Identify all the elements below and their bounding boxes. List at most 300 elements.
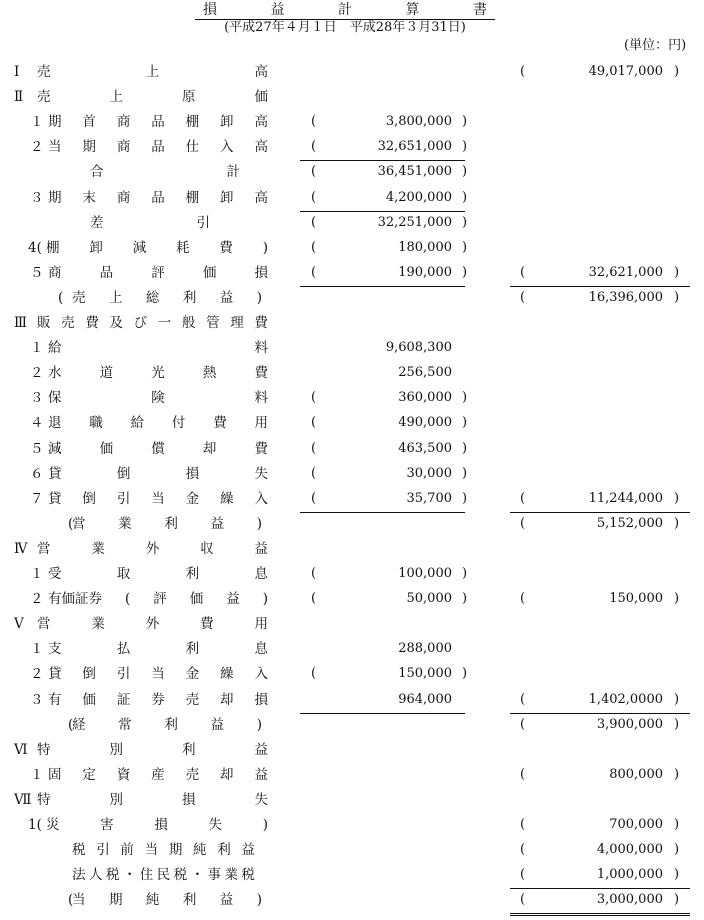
label-char: 差 xyxy=(90,214,104,231)
label-char: 期 xyxy=(82,139,96,156)
col2-amount: 5,152,000 xyxy=(596,515,663,531)
statement-row xyxy=(0,213,704,233)
section-rule xyxy=(510,286,690,287)
row-number: ６ xyxy=(30,465,44,482)
label-char: 金 xyxy=(185,490,200,507)
label-char: 費 xyxy=(85,315,99,331)
label-char: 期 xyxy=(108,892,123,909)
label-char: 価 xyxy=(189,591,204,608)
label-char: ( xyxy=(124,591,131,608)
col2-close-paren: ) xyxy=(674,490,680,506)
label-char: 償 xyxy=(151,440,165,457)
label-char: 売 xyxy=(72,289,86,306)
row-number: Ⅳ xyxy=(14,540,28,557)
label-char: 営 xyxy=(72,515,86,532)
col2-open-paren: ( xyxy=(520,289,526,305)
col1-amount: 35,700 xyxy=(406,490,452,506)
label-char: 業 xyxy=(224,867,238,884)
statement-row xyxy=(0,589,704,609)
row-number: Ⅲ xyxy=(14,315,28,331)
label-char: 原 xyxy=(182,89,196,106)
label-char: 人 xyxy=(88,867,103,884)
label-char: 棚 xyxy=(46,239,60,256)
row-number: Ⅴ xyxy=(14,616,24,633)
label-char: 却 xyxy=(202,440,217,457)
label-char: 期 xyxy=(48,114,62,131)
statement-row xyxy=(0,413,704,433)
label-char: 商 xyxy=(116,189,131,206)
label-char: 売 xyxy=(185,766,200,783)
row-label xyxy=(37,89,268,105)
statement-row xyxy=(0,715,704,735)
net-income-double-rule xyxy=(510,913,690,916)
label-char: 産 xyxy=(151,766,165,783)
row-label xyxy=(48,390,268,406)
label-char: 益 xyxy=(219,289,234,306)
label-char: 費 xyxy=(200,616,214,633)
col2-amount: 150,000 xyxy=(609,591,663,607)
label-char: 総 xyxy=(145,289,160,306)
row-label xyxy=(37,315,268,331)
row-number: ２ xyxy=(30,139,44,156)
title-char: 益 xyxy=(270,2,285,18)
label-char: 倒 xyxy=(82,490,96,507)
label-char: 費 xyxy=(254,315,268,331)
label-char: 及 xyxy=(109,315,123,331)
label-char: 業 xyxy=(91,540,105,557)
col1-close-paren: ) xyxy=(462,114,468,130)
label-char: 価 xyxy=(202,264,217,281)
label-char: 減 xyxy=(48,440,62,457)
label-char: 品 xyxy=(151,139,165,156)
label-char: 計 xyxy=(226,164,240,181)
col1-open-paren: ( xyxy=(311,214,317,230)
statement-row xyxy=(0,62,704,82)
row-label xyxy=(48,591,268,607)
col1-amount: 36,451,000 xyxy=(377,164,452,180)
label-char: 却 xyxy=(220,691,234,708)
label-char: 利 xyxy=(164,716,178,733)
col2-close-paren: ) xyxy=(674,892,680,908)
col2-close-paren: ) xyxy=(674,289,680,305)
col2-open-paren: ( xyxy=(520,264,526,280)
label-char: 収 xyxy=(200,540,214,557)
label-char: 売 xyxy=(37,64,51,80)
col2-amount: 3,900,000 xyxy=(596,716,663,732)
label-char: 職 xyxy=(89,415,103,432)
label-char: 高 xyxy=(254,139,268,156)
col2-open-paren: ( xyxy=(520,817,526,832)
label-char: 失 xyxy=(254,791,268,808)
label-char: 益 xyxy=(226,591,240,608)
col2-close-paren: ) xyxy=(674,591,680,607)
label-char: 当 xyxy=(48,139,62,156)
row-number: ３ xyxy=(30,189,44,206)
label-char: 別 xyxy=(109,741,123,758)
row-number: １ xyxy=(30,766,44,783)
col1-close-paren: ) xyxy=(462,666,468,682)
col2-amount: 16,396,000 xyxy=(588,289,663,305)
section-rule xyxy=(300,512,465,513)
label-char: 首 xyxy=(82,114,96,131)
label-char: ) xyxy=(256,716,262,733)
row-number: ４ xyxy=(30,415,44,432)
row-label xyxy=(72,892,262,908)
statement-row xyxy=(0,840,704,860)
label-char: 売 xyxy=(185,691,200,708)
label-char: 前 xyxy=(120,842,134,859)
label-char: 当 xyxy=(72,892,86,909)
row-label xyxy=(72,867,255,883)
row-number: Ⅶ xyxy=(14,791,32,808)
label-char: 費 xyxy=(254,440,268,457)
label-char: 税 xyxy=(105,867,120,884)
label-char: 費 xyxy=(213,415,227,432)
row-label xyxy=(37,616,268,632)
label-char: 業 xyxy=(118,515,132,532)
label-char: 常 xyxy=(118,716,132,733)
label-char: 道 xyxy=(99,365,114,382)
label-char: 失 xyxy=(208,817,223,833)
label-char: 熱 xyxy=(202,365,217,382)
label-char: 商 xyxy=(116,139,131,156)
row-number: ( xyxy=(68,892,74,909)
label-char: 金 xyxy=(185,666,200,683)
col2-open-paren: ( xyxy=(520,867,526,883)
col1-open-paren: ( xyxy=(311,465,317,481)
row-label xyxy=(48,692,268,708)
statement-row xyxy=(0,464,704,484)
col2-open-paren: ( xyxy=(520,490,526,506)
statement-row xyxy=(0,564,704,584)
label-char: ) xyxy=(256,892,262,909)
label-char: 損 xyxy=(254,691,268,708)
label-char: 利 xyxy=(182,892,197,909)
row-number: Ⅱ xyxy=(14,89,24,106)
statement-row xyxy=(0,162,704,182)
col1-open-paren: ( xyxy=(311,264,317,280)
label-char: 損 xyxy=(185,465,200,482)
label-char: 評 xyxy=(151,264,165,281)
col2-amount: 700,000 xyxy=(609,817,663,832)
label-char: 期 xyxy=(48,189,62,206)
label-char: 卸 xyxy=(89,239,103,256)
row-label xyxy=(48,365,268,381)
label-char: 引 xyxy=(96,842,110,859)
section-rule xyxy=(300,713,465,714)
label-char: 管 xyxy=(206,315,220,331)
col2-amount: 4,000,000 xyxy=(596,842,663,858)
row-number: ３ xyxy=(30,691,44,708)
statement-row xyxy=(0,288,704,308)
label-char: 品 xyxy=(151,189,165,206)
label-char: 税 xyxy=(241,867,255,884)
col1-close-paren: ) xyxy=(462,264,468,280)
label-char: 料 xyxy=(254,340,268,357)
col1-amount: 463,500 xyxy=(398,440,452,456)
row-label xyxy=(37,64,268,80)
row-number: 4( xyxy=(28,239,42,256)
row-number: ( xyxy=(68,515,74,532)
label-char: 特 xyxy=(37,791,51,808)
label-char: 上 xyxy=(108,289,123,306)
label-char: 売 xyxy=(61,315,75,331)
col1-amount: 32,651,000 xyxy=(377,139,452,155)
subtotal-rule xyxy=(300,160,465,161)
label-char: 住 xyxy=(139,867,154,884)
col1-amount: 256,500 xyxy=(398,365,452,381)
col1-amount: 360,000 xyxy=(398,390,452,406)
label-char: 純 xyxy=(193,842,207,859)
label-char: 法 xyxy=(72,867,86,884)
row-number: ２ xyxy=(30,666,44,683)
label-char: 費 xyxy=(254,365,268,382)
col2-amount: 11,244,000 xyxy=(588,490,663,506)
row-label xyxy=(48,139,268,155)
label-char: 定 xyxy=(82,766,96,783)
col1-open-paren: ( xyxy=(311,440,317,456)
label-char: 品 xyxy=(151,114,165,131)
statement-row xyxy=(0,890,704,910)
label-char: 当 xyxy=(151,666,165,683)
row-label xyxy=(46,817,268,833)
label-char: 経 xyxy=(72,716,86,733)
row-label xyxy=(48,566,268,582)
label-char: 商 xyxy=(116,114,131,131)
label-char: 益 xyxy=(241,842,255,859)
label-char: 益 xyxy=(254,741,268,758)
label-char: 入 xyxy=(254,490,268,507)
col1-open-paren: ( xyxy=(311,666,317,682)
row-label xyxy=(37,742,268,758)
label-char: 減 xyxy=(132,239,147,256)
label-char: ・ xyxy=(190,867,205,884)
col2-close-paren: ) xyxy=(674,64,680,79)
col1-close-paren: ) xyxy=(462,390,468,406)
label-char: 入 xyxy=(220,139,234,156)
row-number: ２ xyxy=(30,365,44,382)
row-number: 1( xyxy=(28,817,42,833)
row-label xyxy=(48,340,268,356)
label-char: 益 xyxy=(254,766,268,783)
row-label xyxy=(48,415,268,431)
statement-row xyxy=(0,112,704,132)
col1-amount: 180,000 xyxy=(398,239,452,255)
label-char: 有 xyxy=(48,691,62,708)
statement-row xyxy=(0,614,704,634)
section-rule xyxy=(510,713,690,714)
col2-amount: 49,017,000 xyxy=(588,64,663,79)
label-char: 繰 xyxy=(220,666,234,683)
row-label xyxy=(72,842,255,858)
col1-open-paren: ( xyxy=(311,490,317,506)
label-char: 引 xyxy=(116,666,131,683)
label-char: ) xyxy=(262,817,268,833)
row-label xyxy=(72,516,262,532)
label-char: 利 xyxy=(182,741,196,758)
col1-open-paren: ( xyxy=(311,189,317,205)
col2-open-paren: ( xyxy=(520,691,526,707)
row-number: ３ xyxy=(30,390,44,407)
col2-close-paren: ) xyxy=(674,842,680,858)
row-label xyxy=(48,114,268,130)
label-char: 水 xyxy=(48,365,62,382)
row-number: １ xyxy=(30,114,44,131)
col1-open-paren: ( xyxy=(311,591,317,607)
label-char: 一 xyxy=(157,315,172,331)
label-char: 貸 xyxy=(48,490,62,507)
row-number: ２ xyxy=(30,591,44,608)
label-char: 特 xyxy=(37,741,51,758)
row-number: １ xyxy=(30,641,44,658)
tax-rule xyxy=(510,888,690,889)
col2-amount: 3,000,000 xyxy=(596,892,663,908)
label-char: 上 xyxy=(145,64,160,80)
col2-open-paren: ( xyxy=(520,64,526,79)
label-char: 棚 xyxy=(185,189,200,206)
label-char: 別 xyxy=(109,791,123,808)
title-char: 損 xyxy=(203,2,217,18)
label-char: 仕 xyxy=(185,139,200,156)
row-label xyxy=(90,215,210,231)
col1-amount: 50,000 xyxy=(406,591,452,607)
label-char: 料 xyxy=(254,390,268,407)
label-char: 耗 xyxy=(176,239,190,256)
label-char: 引 xyxy=(196,214,210,231)
row-number: ( xyxy=(68,716,74,733)
col1-amount: 9,608,300 xyxy=(385,340,452,356)
statement-row xyxy=(0,388,704,408)
statement-row xyxy=(0,188,704,208)
row-label xyxy=(48,641,268,657)
label-char: 益 xyxy=(210,716,225,733)
statement-row xyxy=(0,690,704,710)
row-number: １ xyxy=(30,566,44,582)
label-char: 資 xyxy=(116,766,131,783)
statement-row xyxy=(0,263,704,283)
label-char: 業 xyxy=(91,616,105,633)
label-char: 税 xyxy=(72,842,86,859)
statement-title xyxy=(195,2,495,18)
statement-row xyxy=(0,87,704,107)
label-char: 付 xyxy=(171,415,186,432)
col1-close-paren: ) xyxy=(462,490,468,506)
label-char: 価 xyxy=(254,89,268,106)
statement-row xyxy=(0,489,704,509)
label-char: 期 xyxy=(168,842,183,859)
row-label xyxy=(48,265,268,281)
col2-close-paren: ) xyxy=(674,691,680,707)
label-char: ) xyxy=(262,591,268,608)
label-char: 価 xyxy=(82,691,96,708)
statement-row xyxy=(0,815,704,835)
label-char: 息 xyxy=(254,641,268,658)
row-number: １ xyxy=(30,340,44,357)
col2-amount: 800,000 xyxy=(609,766,663,782)
col2-open-paren: ( xyxy=(520,716,526,732)
statement-row xyxy=(0,238,704,258)
statement-row xyxy=(0,363,704,383)
col2-open-paren: ( xyxy=(520,591,526,607)
col1-amount: 964,000 xyxy=(398,691,452,707)
title-char: 計 xyxy=(338,2,352,18)
col2-open-paren: ( xyxy=(520,892,526,908)
label-char: 当 xyxy=(144,842,159,859)
col2-close-paren: ) xyxy=(674,867,680,883)
label-char: 高 xyxy=(254,64,268,80)
label-char: 引 xyxy=(116,490,131,507)
label-char: 繰 xyxy=(220,490,234,507)
label-char: 退 xyxy=(48,415,62,432)
label-char: 取 xyxy=(116,566,131,582)
label-char: 棚 xyxy=(185,114,200,131)
label-char: 災 xyxy=(46,817,60,833)
label-char: 険 xyxy=(151,390,165,407)
section-rule xyxy=(510,512,690,513)
col2-open-paren: ( xyxy=(520,766,526,782)
label-char: 利 xyxy=(164,515,178,532)
label-char: 卸 xyxy=(220,114,234,131)
label-char: 販 xyxy=(37,315,51,331)
statement-row xyxy=(0,313,704,333)
label-char: 利 xyxy=(217,842,231,859)
col1-open-paren: ( xyxy=(311,566,317,581)
label-char: 税 xyxy=(173,867,188,884)
label-char: 有価証券 xyxy=(48,591,102,608)
col1-close-paren: ) xyxy=(462,591,468,607)
label-char: 給 xyxy=(48,340,62,357)
statement-row xyxy=(0,790,704,810)
col1-open-paren: ( xyxy=(311,139,317,155)
label-char: 益 xyxy=(254,540,268,557)
label-char: 末 xyxy=(82,189,96,206)
label-char: 支 xyxy=(48,641,62,658)
col1-open-paren: ( xyxy=(311,164,317,180)
label-char: 民 xyxy=(156,867,171,884)
col1-amount: 100,000 xyxy=(398,566,452,581)
col1-open-paren: ( xyxy=(311,114,317,130)
row-label xyxy=(72,717,262,733)
label-char: 利 xyxy=(185,641,200,658)
label-char: ) xyxy=(256,515,262,532)
col2-close-paren: ) xyxy=(674,716,680,732)
label-char: 益 xyxy=(219,892,234,909)
col1-amount: 4,200,000 xyxy=(385,189,452,205)
col1-close-paren: ) xyxy=(462,239,468,255)
label-char: 営 xyxy=(37,540,51,557)
col1-amount: 150,000 xyxy=(398,666,452,682)
statement-row xyxy=(0,865,704,885)
label-char: 固 xyxy=(48,766,62,783)
row-number: ７ xyxy=(30,490,44,507)
label-char: 光 xyxy=(151,365,165,382)
section-rule xyxy=(300,286,465,287)
label-char: 般 xyxy=(181,315,196,331)
row-label xyxy=(48,767,268,783)
label-char: 用 xyxy=(254,415,268,432)
col1-close-paren: ) xyxy=(462,465,468,481)
col1-amount: 30,000 xyxy=(406,465,452,481)
label-char: 券 xyxy=(151,691,165,708)
label-char: 費 xyxy=(219,239,233,256)
label-char: 利 xyxy=(182,289,197,306)
label-char: 外 xyxy=(145,616,160,633)
col1-close-paren: ) xyxy=(462,440,468,456)
row-number: ５ xyxy=(30,440,44,457)
label-char: 上 xyxy=(109,89,123,106)
label-char: 益 xyxy=(210,515,225,532)
label-char: 高 xyxy=(254,114,268,131)
